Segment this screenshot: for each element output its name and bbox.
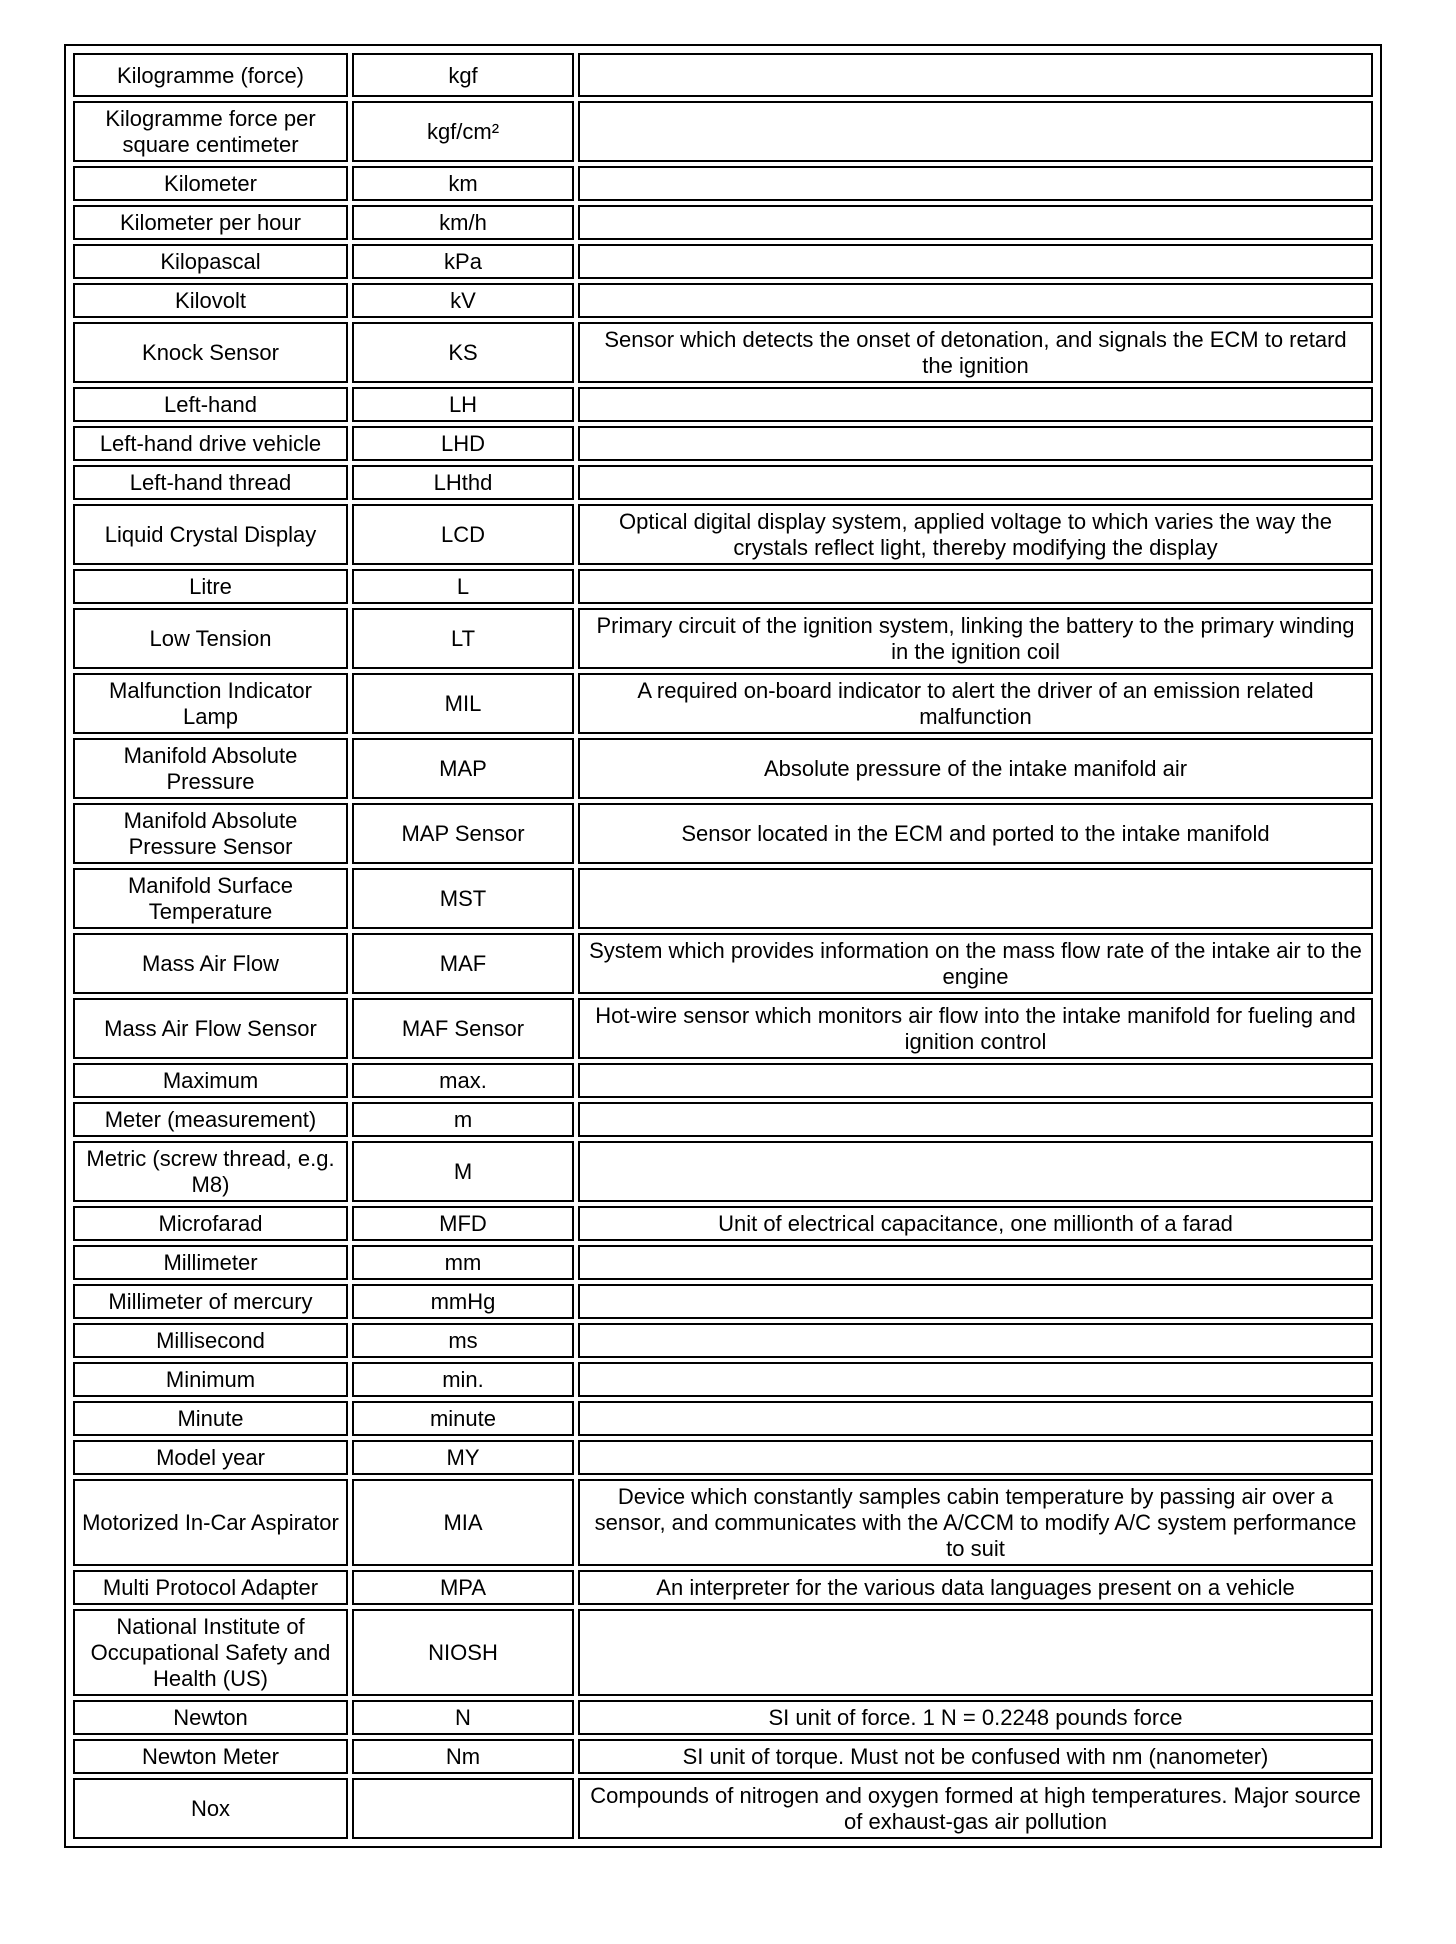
term-cell: Left-hand xyxy=(73,387,348,422)
abbreviation-cell: LH xyxy=(352,387,574,422)
term-cell: Model year xyxy=(73,1440,348,1475)
table-row xyxy=(73,868,1373,929)
abbreviation-cell: MAF Sensor xyxy=(352,998,574,1059)
description-cell xyxy=(578,244,1373,279)
abbreviation-cell: kgf/cm² xyxy=(352,101,574,162)
abbreviation-cell: MPA xyxy=(352,1570,574,1605)
description-cell: SI unit of force. 1 N = 0.2248 pounds force xyxy=(578,1700,1373,1735)
table-row xyxy=(73,426,1373,461)
table-row xyxy=(73,283,1373,318)
description-cell: Sensor located in the ECM and ported to the intake manifold xyxy=(578,803,1373,864)
description-cell xyxy=(578,283,1373,318)
term-cell: Microfarad xyxy=(73,1206,348,1241)
term-cell: Litre xyxy=(73,569,348,604)
abbreviation-cell: MST xyxy=(352,868,574,929)
abbreviation-cell: MY xyxy=(352,1440,574,1475)
description-cell: Unit of electrical capacitance, one millionth of a farad xyxy=(578,1206,1373,1241)
abbreviation-cell: MFD xyxy=(352,1206,574,1241)
term-cell: Newton Meter xyxy=(73,1739,348,1774)
table-row xyxy=(73,387,1373,422)
table-row xyxy=(73,933,1373,994)
description-cell: An interpreter for the various data languages present on a vehicle xyxy=(578,1570,1373,1605)
abbreviation-cell: kV xyxy=(352,283,574,318)
abbreviation-cell: M xyxy=(352,1141,574,1202)
abbreviation-cell: LHD xyxy=(352,426,574,461)
description-cell: Device which constantly samples cabin temperature by passing air over a sensor, and communicates with the A/CCM to modify A/C system performance to suit xyxy=(578,1479,1373,1566)
description-cell xyxy=(578,1102,1373,1137)
term-cell: Maximum xyxy=(73,1063,348,1098)
abbreviation-cell: m xyxy=(352,1102,574,1137)
table-row xyxy=(73,1102,1373,1137)
description-cell: Optical digital display system, applied voltage to which varies the way the crystals reflect light, thereby modifying the display xyxy=(578,504,1373,565)
abbreviation-cell: LCD xyxy=(352,504,574,565)
term-cell: Millimeter xyxy=(73,1245,348,1280)
description-cell xyxy=(578,1063,1373,1098)
table-row xyxy=(73,322,1373,383)
term-cell: Motorized In-Car Aspirator xyxy=(73,1479,348,1566)
term-cell: Left-hand drive vehicle xyxy=(73,426,348,461)
term-cell: Nox xyxy=(73,1778,348,1839)
description-cell xyxy=(578,1284,1373,1319)
term-cell: Minute xyxy=(73,1401,348,1436)
term-cell: Left-hand thread xyxy=(73,465,348,500)
term-cell: Kilopascal xyxy=(73,244,348,279)
term-cell: Mass Air Flow Sensor xyxy=(73,998,348,1059)
description-cell xyxy=(578,53,1373,97)
term-cell: Manifold Surface Temperature xyxy=(73,868,348,929)
table-row xyxy=(73,1570,1373,1605)
abbreviation-cell: N xyxy=(352,1700,574,1735)
abbreviation-cell: max. xyxy=(352,1063,574,1098)
table-row xyxy=(73,1609,1373,1696)
abbreviation-cell: mmHg xyxy=(352,1284,574,1319)
description-cell xyxy=(578,1362,1373,1397)
description-cell xyxy=(578,569,1373,604)
description-cell xyxy=(578,205,1373,240)
term-cell: Metric (screw thread, e.g. M8) xyxy=(73,1141,348,1202)
abbreviation-cell: LT xyxy=(352,608,574,669)
description-cell xyxy=(578,1440,1373,1475)
table-row xyxy=(73,608,1373,669)
glossary-sheet xyxy=(64,44,1382,1848)
description-cell xyxy=(578,426,1373,461)
table-row xyxy=(73,1362,1373,1397)
table-row xyxy=(73,803,1373,864)
table-row xyxy=(73,1739,1373,1774)
abbreviation-cell: MAP xyxy=(352,738,574,799)
term-cell: Meter (measurement) xyxy=(73,1102,348,1137)
term-cell: Low Tension xyxy=(73,608,348,669)
table-row xyxy=(73,1323,1373,1358)
description-cell xyxy=(578,387,1373,422)
term-cell: Malfunction Indicator Lamp xyxy=(73,673,348,734)
description-cell: SI unit of torque. Must not be confused with nm (nanometer) xyxy=(578,1739,1373,1774)
table-row xyxy=(73,1245,1373,1280)
description-cell: Sensor which detects the onset of detonation, and signals the ECM to retard the ignition xyxy=(578,322,1373,383)
table-row xyxy=(73,1284,1373,1319)
table-row xyxy=(73,998,1373,1059)
abbreviation-cell: MAP Sensor xyxy=(352,803,574,864)
abbreviation-cell: kPa xyxy=(352,244,574,279)
table-row xyxy=(73,738,1373,799)
description-cell xyxy=(578,1401,1373,1436)
table-row xyxy=(73,101,1373,162)
abbreviation-cell: km/h xyxy=(352,205,574,240)
description-cell xyxy=(578,101,1373,162)
description-cell xyxy=(578,1609,1373,1696)
term-cell: Manifold Absolute Pressure Sensor xyxy=(73,803,348,864)
glossary-table xyxy=(69,49,1377,1843)
abbreviation-cell: ms xyxy=(352,1323,574,1358)
description-cell: Primary circuit of the ignition system, linking the battery to the primary winding in the ignition coil xyxy=(578,608,1373,669)
table-row xyxy=(73,205,1373,240)
description-cell xyxy=(578,1323,1373,1358)
abbreviation-cell: L xyxy=(352,569,574,604)
abbreviation-cell: KS xyxy=(352,322,574,383)
glossary-body xyxy=(73,53,1373,1839)
table-row xyxy=(73,673,1373,734)
abbreviation-cell: LHthd xyxy=(352,465,574,500)
description-cell: Hot-wire sensor which monitors air flow into the intake manifold for fueling and ignition control xyxy=(578,998,1373,1059)
term-cell: Kilogramme (force) xyxy=(73,53,348,97)
description-cell xyxy=(578,1245,1373,1280)
table-row xyxy=(73,244,1373,279)
abbreviation-cell: km xyxy=(352,166,574,201)
abbreviation-cell: MIL xyxy=(352,673,574,734)
table-row xyxy=(73,1479,1373,1566)
table-row xyxy=(73,166,1373,201)
term-cell: Kilometer xyxy=(73,166,348,201)
term-cell: Kilometer per hour xyxy=(73,205,348,240)
term-cell: Knock Sensor xyxy=(73,322,348,383)
table-row xyxy=(73,1401,1373,1436)
abbreviation-cell: min. xyxy=(352,1362,574,1397)
term-cell: National Institute of Occupational Safety and Health (US) xyxy=(73,1609,348,1696)
abbreviation-cell: mm xyxy=(352,1245,574,1280)
description-cell xyxy=(578,465,1373,500)
term-cell: Kilogramme force per square centimeter xyxy=(73,101,348,162)
abbreviation-cell: NIOSH xyxy=(352,1609,574,1696)
abbreviation-cell: kgf xyxy=(352,53,574,97)
term-cell: Kilovolt xyxy=(73,283,348,318)
description-cell: System which provides information on the mass flow rate of the intake air to the engine xyxy=(578,933,1373,994)
table-row xyxy=(73,1700,1373,1735)
term-cell: Minimum xyxy=(73,1362,348,1397)
abbreviation-cell xyxy=(352,1778,574,1839)
table-row xyxy=(73,1063,1373,1098)
table-row xyxy=(73,465,1373,500)
table-row xyxy=(73,1141,1373,1202)
description-cell: Absolute pressure of the intake manifold air xyxy=(578,738,1373,799)
table-row xyxy=(73,53,1373,97)
term-cell: Newton xyxy=(73,1700,348,1735)
table-row xyxy=(73,1778,1373,1839)
table-row xyxy=(73,1440,1373,1475)
description-cell: A required on-board indicator to alert the driver of an emission related malfunction xyxy=(578,673,1373,734)
table-row xyxy=(73,569,1373,604)
abbreviation-cell: minute xyxy=(352,1401,574,1436)
description-cell: Compounds of nitrogen and oxygen formed at high temperatures. Major source of exhaust-gas air pollution xyxy=(578,1778,1373,1839)
term-cell: Millisecond xyxy=(73,1323,348,1358)
abbreviation-cell: MIA xyxy=(352,1479,574,1566)
description-cell xyxy=(578,166,1373,201)
description-cell xyxy=(578,1141,1373,1202)
abbreviation-cell: Nm xyxy=(352,1739,574,1774)
table-row xyxy=(73,1206,1373,1241)
term-cell: Millimeter of mercury xyxy=(73,1284,348,1319)
table-row xyxy=(73,504,1373,565)
term-cell: Liquid Crystal Display xyxy=(73,504,348,565)
term-cell: Manifold Absolute Pressure xyxy=(73,738,348,799)
description-cell xyxy=(578,868,1373,929)
abbreviation-cell: MAF xyxy=(352,933,574,994)
term-cell: Multi Protocol Adapter xyxy=(73,1570,348,1605)
term-cell: Mass Air Flow xyxy=(73,933,348,994)
